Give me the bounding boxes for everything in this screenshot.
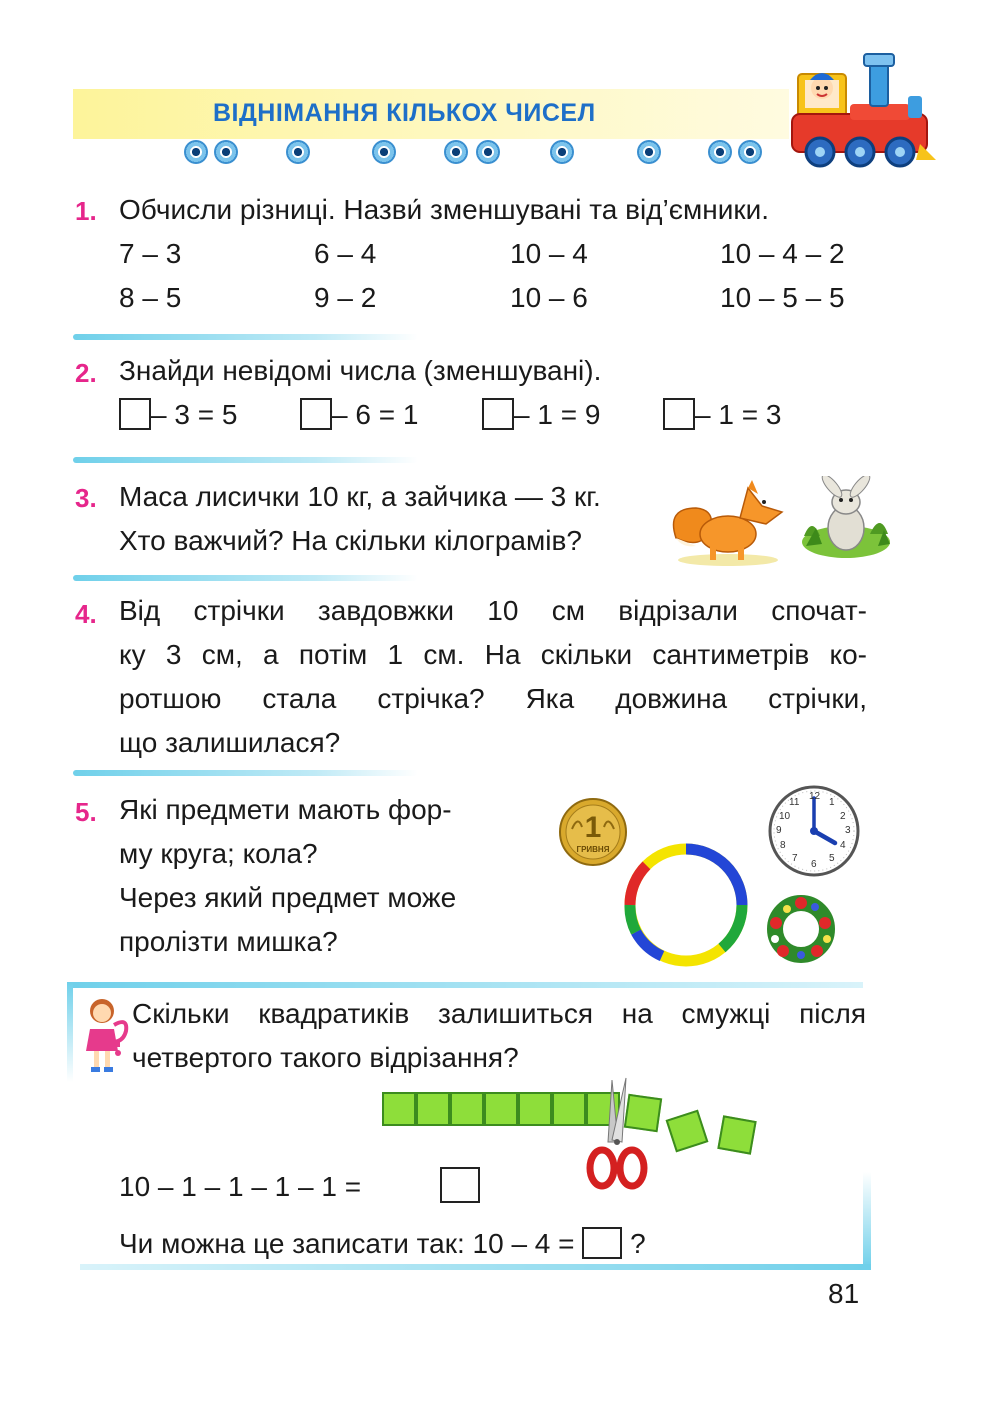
task-2-text: Знайди невідомі числа (зменшувані). [119,355,602,386]
task-4-line: ку 3 см, а потім 1 см. На скільки сантиметрів ко- [119,639,867,670]
wheel-icon [738,140,762,164]
task-5-line: пролізти мишка? [119,926,338,957]
expression: 10 – 6 [510,282,588,313]
fox-illustration [668,478,786,568]
expression: 9 – 2 [314,282,377,313]
strip-square [518,1092,552,1126]
task-3-number: 3. [75,483,97,513]
task-2-number: 2. [75,358,97,388]
bonus-equation: 10 – 1 – 1 – 1 – 1 = [119,1171,362,1202]
strip-square [552,1092,586,1126]
wheel-icon [550,140,574,164]
bonus-question: Чи можна це записати так: 10 – 4 = ? [119,1228,646,1259]
hare-illustration [800,476,892,560]
cut-square [666,1110,709,1153]
task-3-line: Хто важчий? На скільки кілограмів? [119,525,582,556]
coin-word: ГРИВНЯ [576,845,610,854]
bonus-frame-left [67,982,73,1082]
wheel-icon [708,140,732,164]
answer-box[interactable] [300,398,332,430]
equation: – 1 = 9 [482,398,600,432]
wheel-icon [372,140,396,164]
answer-box[interactable] [440,1167,480,1203]
wreath-illustration [765,893,837,965]
clock-numeral: 12 [809,791,821,802]
task-5-number: 5. [75,797,97,827]
answer-box[interactable] [119,398,151,430]
clock-numeral: 3 [845,825,851,836]
expression: 7 – 3 [119,238,182,269]
task-1-number: 1. [75,196,97,226]
wheel-icon [476,140,500,164]
equation: – 3 = 5 [119,398,237,432]
section-divider [73,457,418,463]
wheel-icon [637,140,661,164]
expression: 10 – 4 [510,238,588,269]
task-5-line: му круга; кола? [119,838,318,869]
task-1-text: Обчисли різниці. Назви́ зменшувані та від’ємники. [119,194,770,225]
wheel-icon [184,140,208,164]
expression: 10 – 5 – 5 [720,282,845,313]
task-4-number: 4. [75,599,97,629]
section-divider [73,770,418,776]
section-divider [73,334,418,340]
clock-numeral: 11 [789,797,800,808]
expression: 8 – 5 [119,282,182,313]
equation: – 1 = 3 [663,398,781,432]
answer-box[interactable] [663,398,695,430]
expression: 6 – 4 [314,238,377,269]
hoop-illustration [622,840,750,970]
bonus-line: Скільки квадратиків залишиться на смужці після [132,998,866,1029]
answer-box[interactable] [582,1227,622,1259]
page-number: 81 [828,1278,860,1309]
cut-square [717,1115,756,1154]
wheel-icon [214,140,238,164]
train-illustration [790,44,940,169]
task-4-line: Від стрічки завдовжки 10 см відрізали спочат- [119,595,867,626]
clock-numeral: 4 [840,840,846,851]
scissors-icon [582,1076,652,1194]
section-divider [73,575,418,581]
bonus-frame-top [67,982,863,988]
clock-numeral: 1 [829,797,835,808]
clock-numeral: 5 [829,853,835,864]
strip-square [382,1092,416,1126]
girl-question-icon [80,995,130,1075]
expression: 10 – 4 – 2 [720,238,845,269]
clock-numeral: 10 [779,811,791,822]
strip-square [450,1092,484,1126]
task-4-line: ротшою стала стрічка? Яка довжина стрічки, [119,683,867,714]
clock-numeral: 8 [780,840,786,851]
strip-square [416,1092,450,1126]
strip-square [484,1092,518,1126]
page-title: ВІДНІМАННЯ КІЛЬКОХ ЧИСЕЛ [213,99,596,127]
wheel-icon [286,140,310,164]
equation: – 6 = 1 [300,398,418,432]
coin-digit: 1 [584,811,602,844]
clock-numeral: 6 [811,859,817,870]
task-5-line: Які предмети мають фор- [119,794,452,825]
bonus-frame-right [863,1172,871,1268]
coin-illustration [558,797,628,867]
bonus-frame-bottom [80,1264,871,1270]
task-3-line: Маса лисички 10 кг, а зайчика — 3 кг. [119,481,601,512]
clock-numeral: 2 [840,811,846,822]
bonus-line: четвертого такого відрізання? [132,1042,519,1073]
clock-illustration [767,784,861,878]
wheel-icon [444,140,468,164]
task-5-line: Через який предмет може [119,882,457,913]
clock-numeral: 9 [776,825,782,836]
answer-box[interactable] [482,398,514,430]
task-4-line: що залишилася? [119,727,341,758]
clock-numeral: 7 [792,853,798,864]
